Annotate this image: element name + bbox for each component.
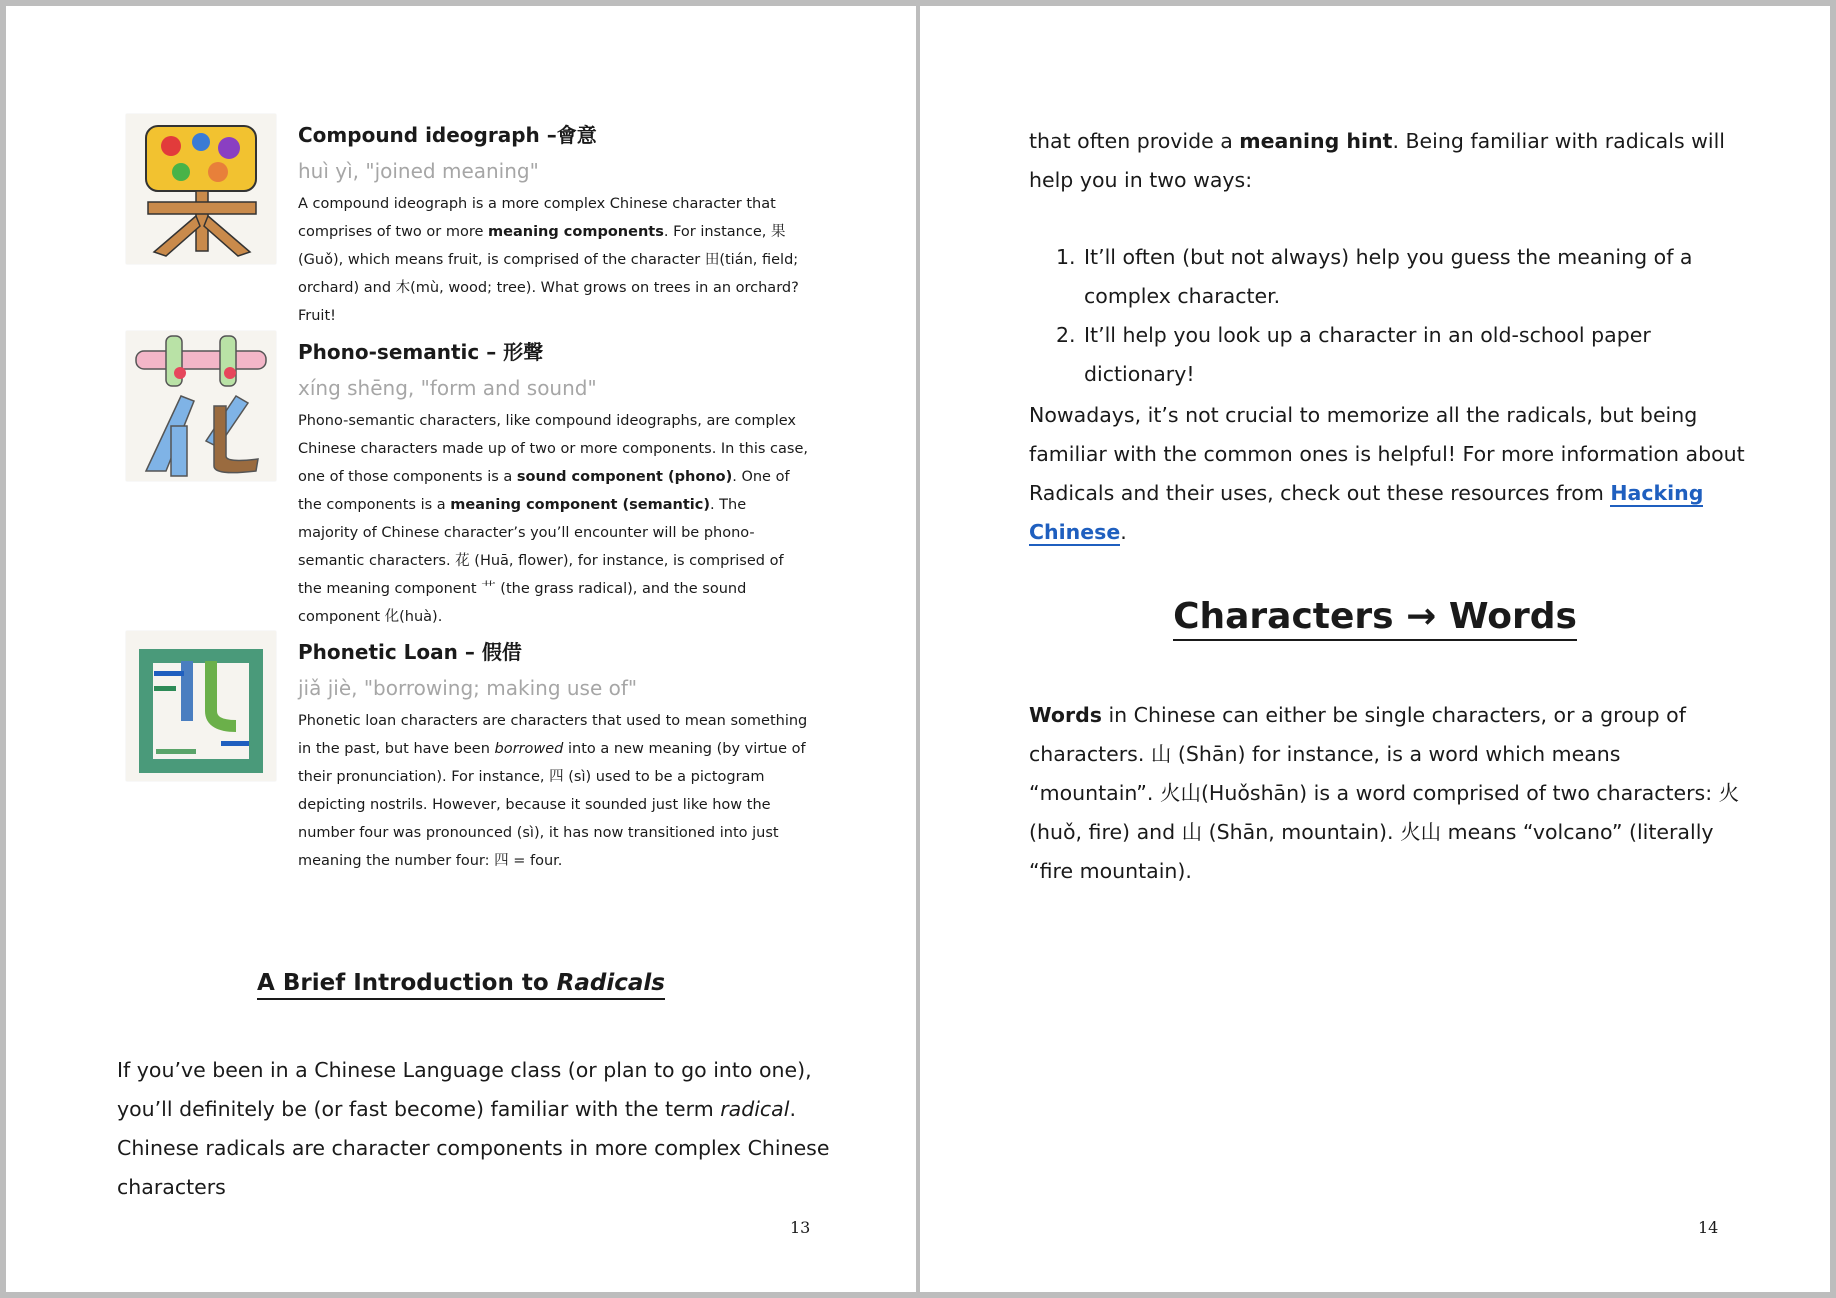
words-paragraph <box>1029 696 1749 891</box>
entry-title: Phonetic Loan – 假借 <box>298 640 522 664</box>
list-text: It’ll often (but not always) help you guess the meaning of a complex character. <box>1084 245 1693 308</box>
list-item <box>1029 316 1749 394</box>
illustration-hua-image <box>126 331 276 481</box>
words-section-heading <box>920 596 1830 637</box>
text-run: If you’ve been in a Chinese Language class (or plan to go into one), you’ll definitely be (or fast become) familiar with the term <box>117 1058 812 1121</box>
entry-title: Compound ideograph –會意 <box>298 123 597 147</box>
text-run: into a new meaning (by virtue of their pronunciation). For instance, 四 (sì) used to be a pictogram depicting nostrils. However, because it sounded just like how the number four was pronounced (sì), it has now transitioned into just meaning the number four: 四 = four. <box>298 741 806 869</box>
radicals-heading-prefix: A Brief Introduction to <box>257 970 557 996</box>
list-number: 2. <box>1056 323 1076 347</box>
guo-character-art <box>126 114 276 264</box>
bold-term: meaning components <box>488 224 664 240</box>
text-run: Phono-semantic characters, like compound ideographs, are complex Chinese characters made up of two or more components. In this case, one of those components is a <box>298 413 808 485</box>
entry-pinyin: xíng shēng, "form and sound" <box>298 376 597 400</box>
list-text: It’ll help you look up a character in an old-school paper dictionary! <box>1084 323 1651 386</box>
entry-title: Phono-semantic – 形聲 <box>298 340 544 364</box>
nowadays-paragraph <box>1029 396 1749 552</box>
text-run: Phonetic loan characters are characters that used to mean something in the past, but have been <box>298 713 808 757</box>
text-run: A compound ideograph is a more complex Chinese character that comprises of two or more <box>298 196 776 240</box>
radicals-heading-italic: Radicals <box>556 970 665 996</box>
text-run: . Being familiar with radicals will help you in two ways: <box>1029 129 1725 192</box>
radicals-section-heading <box>6 970 916 996</box>
page-number: 14 <box>1698 1218 1719 1237</box>
text-run: that often provide a <box>1029 129 1240 153</box>
page-number: 13 <box>790 1218 811 1237</box>
entry-pinyin: jiǎ jiè, "borrowing; making use of" <box>298 676 638 700</box>
text-run: Nowadays, it’s not crucial to memorize all the radicals, but being familiar with the common ones is helpful! For more information about Radicals and their uses, check out these resources from <box>1029 403 1745 505</box>
bold-term: meaning component (semantic) <box>450 497 710 513</box>
list-item <box>1029 238 1749 316</box>
text-run: . The majority of Chinese character’s you’ll encounter will be phono-semantic characters. 花 (Huā, flower), for instance, is comprised of the meaning component ⺾ (the grass radical), and the sound component 化(huà). <box>298 497 784 625</box>
bold-term: meaning hint <box>1239 129 1393 153</box>
text-run: . For instance, 果(Guǒ), which means fruit, is comprised of the character 田(tián, field; orchard) and 木(mù, wood; tree). What grows on trees in an orchard? Fruit! <box>298 224 799 324</box>
hua-character-art <box>126 331 276 481</box>
list-number: 1. <box>1056 245 1076 269</box>
text-run: . Chinese radicals are character components in more complex Chinese characters <box>117 1097 830 1199</box>
bold-term: sound component (phono) <box>516 469 733 485</box>
bold-term: Words <box>1029 703 1102 727</box>
si-character-art <box>126 631 276 781</box>
illustration-si-image <box>126 631 276 781</box>
entry-description <box>298 190 808 330</box>
hacking-chinese-link[interactable]: Hacking Chinese <box>1029 481 1704 544</box>
text-run: . <box>1120 520 1127 544</box>
radicals-intro-paragraph <box>117 1051 837 1207</box>
text-run: . One of the components is a <box>298 469 790 513</box>
words-heading-text: Characters → Words <box>1173 596 1577 641</box>
text-run: in Chinese can either be single characters, or a group of characters. 山 (Shān) for instance, is a word which means “mountain”. 火山(Huǒshān) is a word comprised of two characters: 火(huǒ, fire) and 山 (Shān, mountain). 火山 means “volcano” (literally “fire mountain). <box>1029 703 1740 883</box>
illustration-guo-image <box>126 114 276 264</box>
meaning-hint-paragraph <box>1029 122 1749 200</box>
page-13 <box>6 6 916 1292</box>
radical-benefits-list <box>1029 238 1749 394</box>
entry-pinyin: huì yì, "joined meaning" <box>298 159 539 183</box>
italic-term: borrowed <box>494 741 564 757</box>
italic-term: radical <box>720 1097 790 1121</box>
entry-description <box>298 407 808 631</box>
entry-description <box>298 707 808 875</box>
page-14 <box>920 6 1830 1292</box>
